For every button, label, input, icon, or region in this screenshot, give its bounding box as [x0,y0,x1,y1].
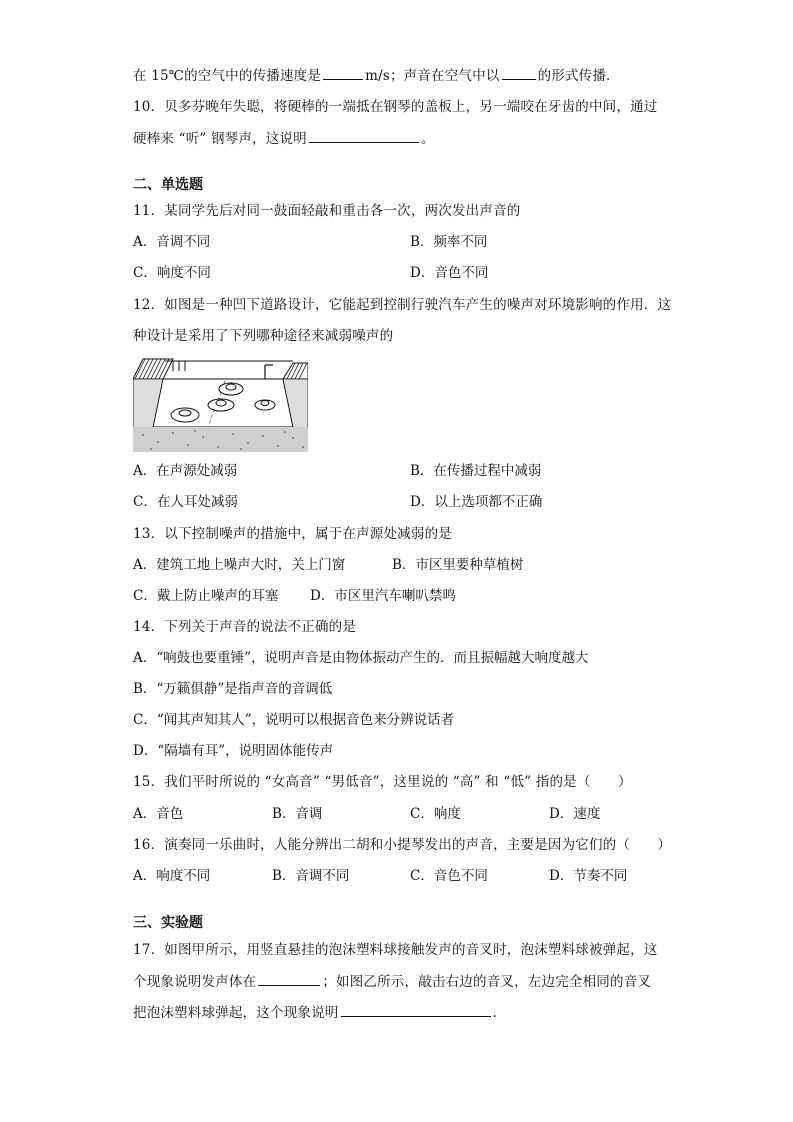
q12-option-d: D．以上选项都不正确 [410,494,543,510]
q14-stem: 14．下列关于声音的说法不正确的是 [133,619,357,635]
car-roof [179,410,191,416]
q17-blank-1 [258,972,320,986]
q10-blank [309,129,419,143]
q14-option-d: D．“隔墙有耳”，说明固体能传声 [133,743,334,759]
q12-option-a: A．在声源处减弱 [133,463,238,479]
q9-text-b: m/s；声音在空气中以 [365,68,500,84]
q14-option-b: B．“万籁俱静”是指声音的音调低 [133,681,333,697]
q13-option-d: D．市区里汽车喇叭禁鸣 [310,588,456,604]
q11-option-a: A．音调不同 [133,234,211,250]
q16-option-a: A．响度不同 [133,868,211,884]
q16-option-c: C．音色不同 [410,868,488,884]
q13-stem: 13．以下控制噪声的措施中，属于在声源处减弱的是 [133,526,452,542]
q12-line-2: 种设计是采用了下列哪种途径来减弱噪声的 [133,328,394,344]
car-roof [261,401,269,406]
left-wall-top [133,359,173,379]
q11-option-b: B．频率不同 [410,234,488,250]
q11-stem: 11．某同学先后对同一鼓面轻敲和重击各一次，两次发出声音的 [133,203,521,219]
fence [165,361,293,371]
q10-text-b: 。 [420,131,435,147]
q17-line-2 [133,972,651,991]
q16-stem: 16．演奏同一乐曲时，人能分辨出二胡和小提琴发出的声音，主要是因为它们的（ ） [133,837,672,853]
q13-option-c: C．戴上防止噪声的耳塞 [133,588,279,604]
q16-option-d: D．节奏不同 [549,868,628,884]
q17-line-3 [133,1003,497,1022]
q14-option-a: A．“响鼓也要重锤”，说明声音是由物体振动产生的．而且振幅越大响度越大 [133,650,589,666]
q11-option-d: D．音色不同 [410,265,489,281]
q9-blank-2 [502,66,536,80]
q9-blank-1 [323,66,363,80]
q17-text-b: ；如图乙所示，敲击右边的音叉，左边完全相同的音叉 [322,974,652,990]
q15-option-a: A．音色 [133,806,184,822]
q10-line-2 [133,129,435,148]
q17-line-1: 17．如图甲所示，用竖直悬挂的泡沫塑料球接触发声的音叉时，泡沫塑料球被弹起，这 [133,942,658,958]
q10-text-a: 硬棒来 “听” 钢琴声，这说明 [133,131,307,147]
ground [133,427,308,452]
q14-option-c: C．“闻其声知其人”，说明可以根据音色来分辨说话者 [133,712,455,728]
q17-text-c: 把泡沫塑料球弹起，这个现象说明 [133,1005,339,1021]
q15-stem: 15．我们平时所说的 “女高音” “男低音”，这里说的 “高” 和 “低” 指的是（ ） [133,774,632,790]
q9-text-c: 的形式传播． [537,68,620,84]
q9-text-a: 在 15℃的空气中的传播速度是 [133,68,322,84]
section-heading-single-choice: 二、单选题 [133,177,203,193]
q10-line-1: 10．贝多芬晚年失聪，将硬棒的一端抵在钢琴的盖板上，另一端咬在牙齿的中间，通过 [133,99,658,115]
q13-option-a: A．建筑工地上噪声大时，关上门窗 [133,557,346,573]
car-roof [226,384,236,390]
q17-text-a: 个现象说明发声体在 [133,974,257,990]
q13-option-b: B．市区里要种草植树 [392,557,524,573]
q12-line-1: 12．如图是一种凹下道路设计，它能起到控制行驶汽车产生的噪声对环境影响的作用．这 [133,297,672,313]
section-heading-experiment: 三、实验题 [133,915,203,931]
car-roof [216,400,226,406]
q9-continuation [133,66,620,85]
q12-option-b: B．在传播过程中减弱 [410,463,542,479]
q15-option-b: B．音调 [272,806,323,822]
right-wall-top [283,363,308,379]
sunken-road-figure [133,357,308,452]
q11-option-c: C．响度不同 [133,265,211,281]
q15-option-c: C．响度 [410,806,461,822]
q17-text-d: . [492,1005,497,1021]
q15-option-d: D．速度 [549,806,601,822]
q12-option-c: C．在人耳处减弱 [133,494,238,510]
q16-option-b: B．音调不同 [272,868,350,884]
q17-blank-2 [341,1003,491,1017]
